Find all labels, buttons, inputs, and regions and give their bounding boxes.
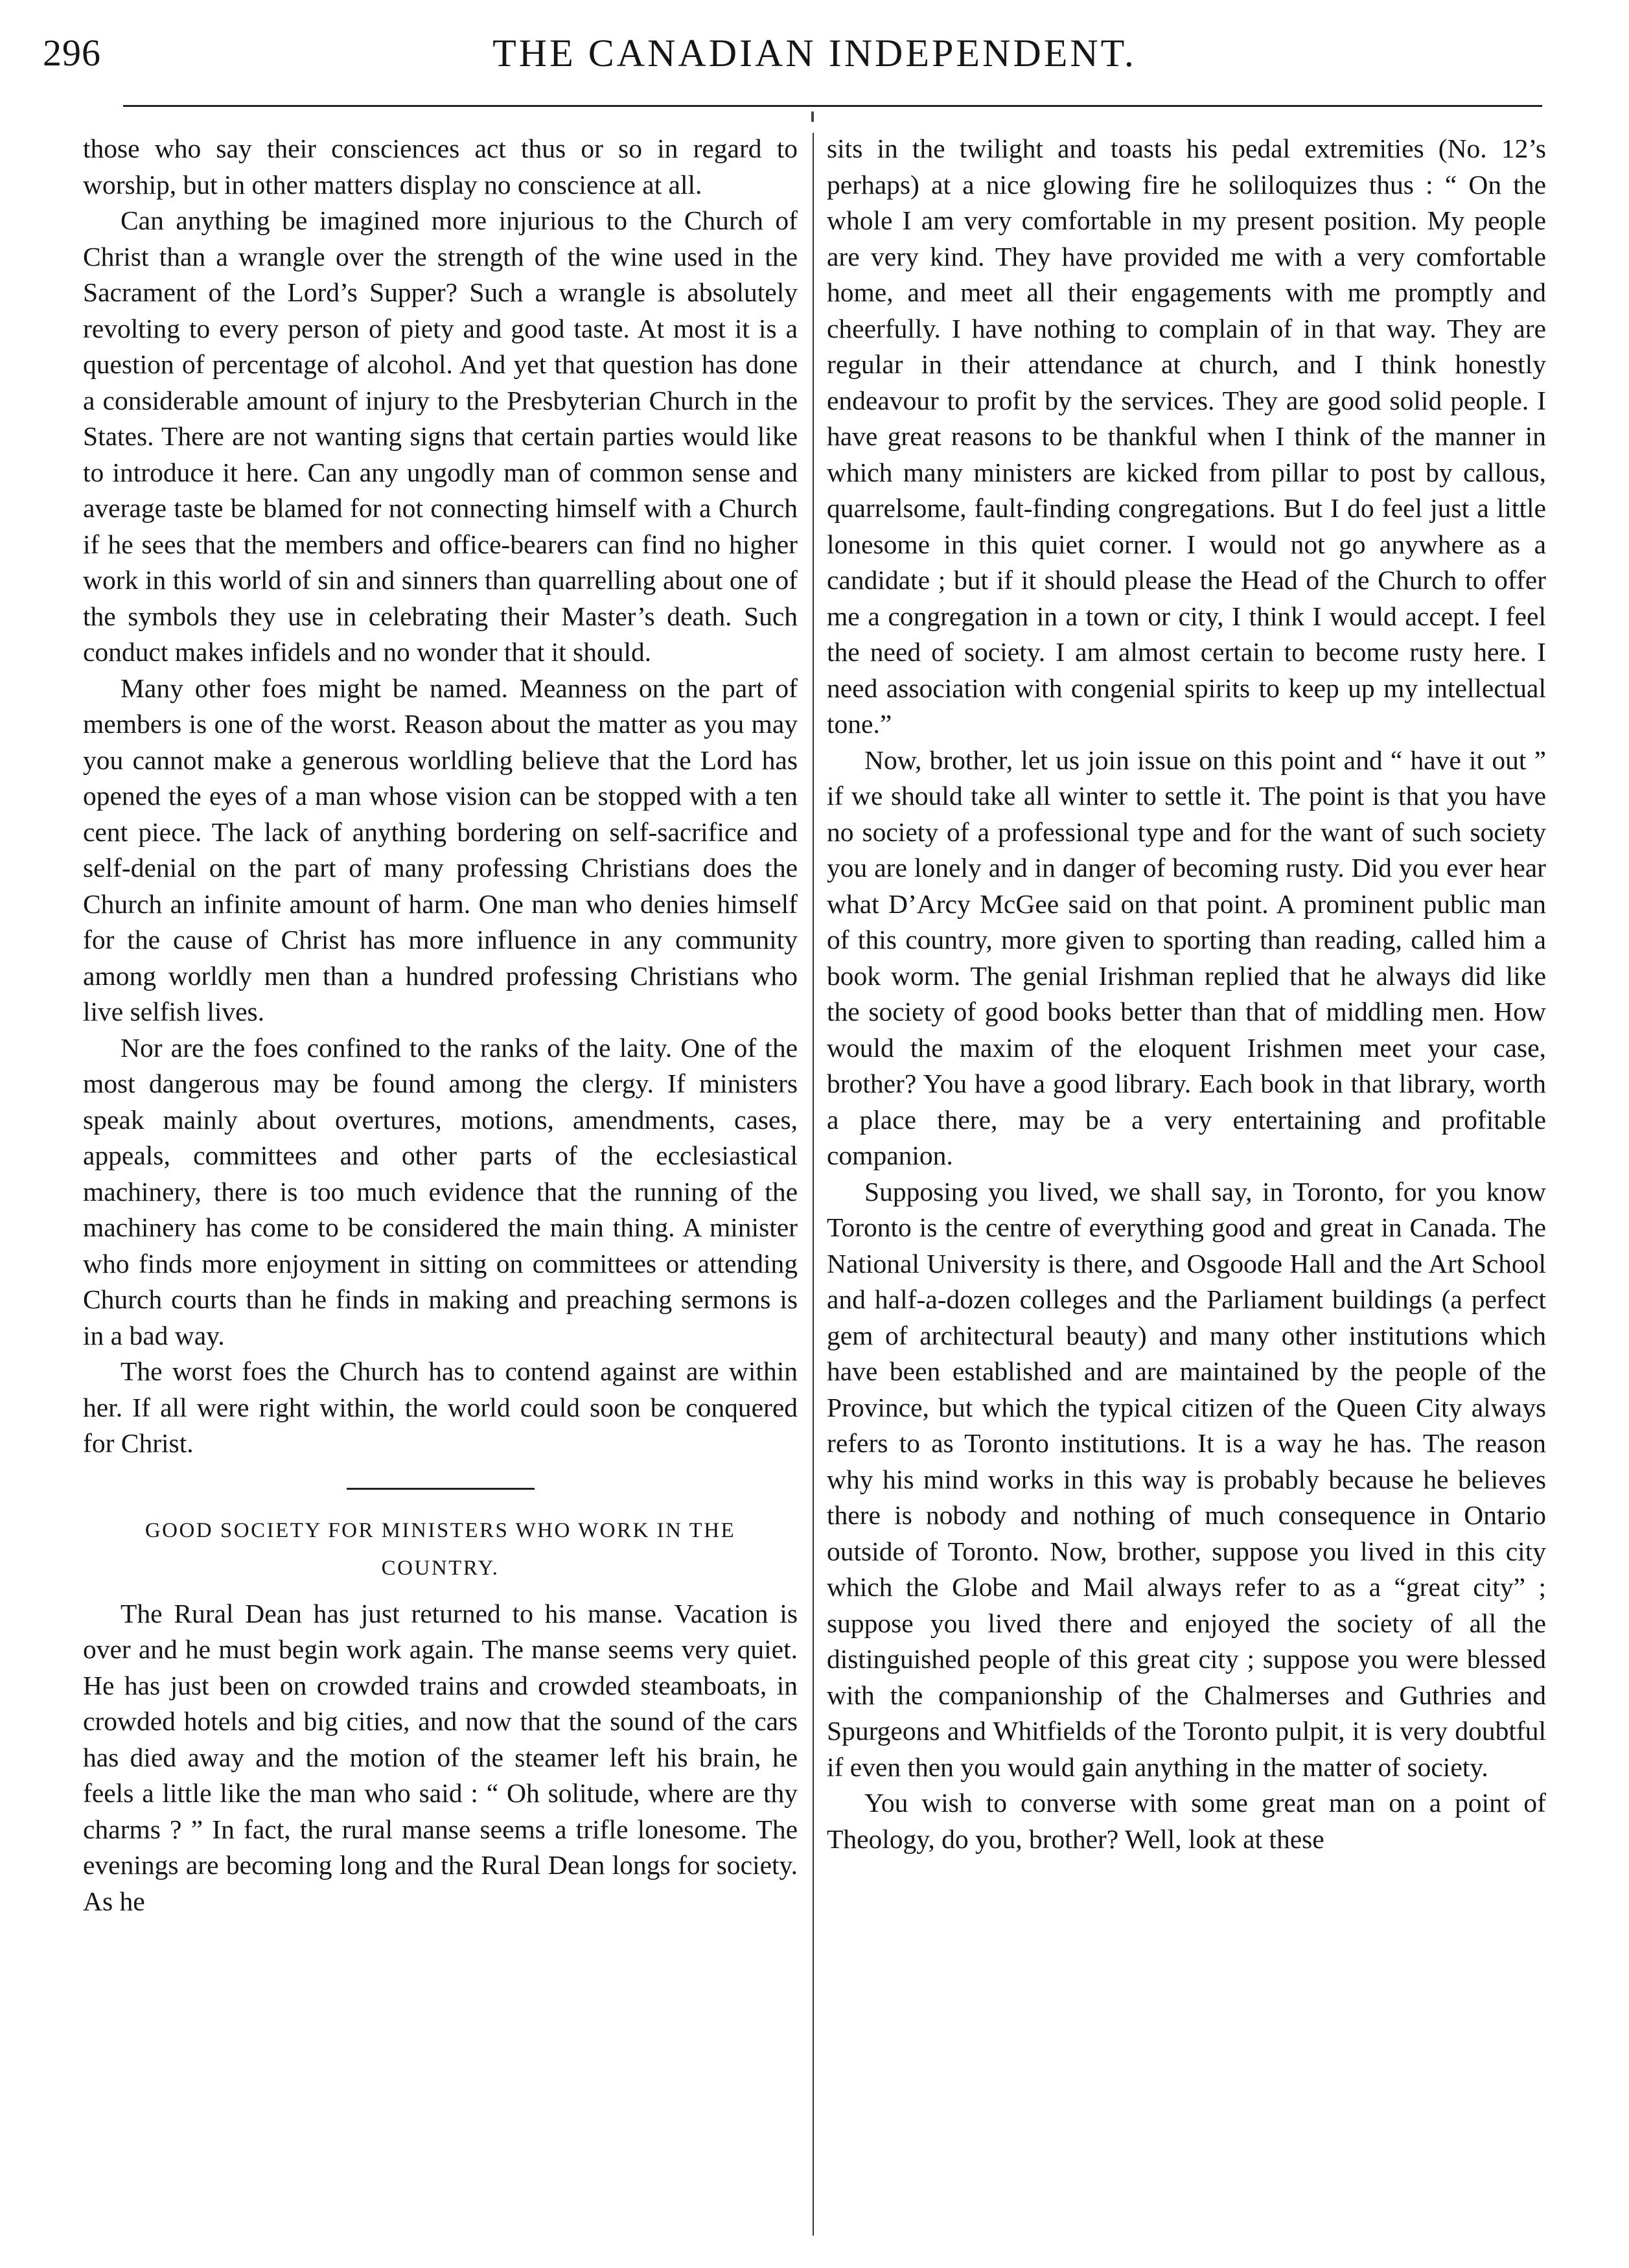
column-divider	[813, 133, 814, 2236]
page-header	[0, 22, 1629, 80]
paragraph: those who say their consciences act thus or so in regard to worship, but in other matters display no conscience at all.	[83, 133, 798, 200]
section-heading: GOOD SOCIETY FOR MINISTERS WHO WORK IN THE COUNTRY.	[144, 1518, 736, 1580]
running-title: THE CANADIAN INDEPENDENT.	[492, 32, 1137, 75]
paragraph: sits in the twilight and toasts his pedal extremities (No. 12’s perhaps) at a nice glowing fire he soliloquizes thus : “ On the whole I am very comfortable in my present position. My people are very kind. They have provided me with a very comfortable home, and meet all their engagements with me promptly and cheerfully. I have nothing to complain of in that way. They are regular in their attendance at church, and I think honestly endeavour to profit by the services. They are good solid people. I have great reasons to be thankful when I think of the manner in which many ministers are kicked from pillar to post by callous, quarrelsome, fault-finding congregations. But I do feel just a little lonesome in this quiet corner. I would not go anywhere as a candidate ; but if it should please the Head of the Church to offer me a congregation in a town or city, I think I would accept. I feel the need of society. I am almost certain to become rusty here. I need association with congenial spirits to keep up my intellectual tone.”	[827, 133, 1546, 739]
left-column	[83, 131, 798, 1919]
right-column	[827, 131, 1546, 1857]
paragraph: Nor are the foes confined to the ranks of the laity. One of the most dangerous may be found among the clergy. If ministers speak mainly about overtures, motions, amendments, cases, appeals, committees and other parts of the ecclesiastical machinery, there is too much evidence that the running of the machinery has come to be considered the main thing. A minister who finds more enjoyment in sitting on committees or attending Church courts than he finds in making and preaching sermons is in a bad way.	[83, 1032, 798, 1350]
paragraph: The Rural Dean has just returned to his manse. Vacation is over and he must begin work again. The manse seems very quiet. He has just been on crowded trains and crowded steamboats, in crowded hotels and big cities, and now that the sound of the cars has died away and the motion of the steamer left his brain, he feels a little like the man who said : “ Oh solitude, where are thy charms ? ” In fact, the rural manse seems a trifle lonesome. The evenings are becoming long and the Rural Dean longs for society. As he	[83, 1598, 798, 1916]
paragraph: Supposing you lived, we shall say, in Toronto, for you know Toronto is the centre of everything good and great in Canada. The National University is there, and Osgoode Hall and the Art School and half-a-dozen colleges and the Parliament buildings (a perfect gem of architectural beauty) and many other institutions which have been established and are maintained by the people of the Province, but which the typical citizen of the Queen City always refers to as Toronto institutions. It is a way he has. The reason why his mind works in this way is probably because he believes there is nobody and nothing of much consequence in Ontario outside of Toronto. Now, brother, suppose you lived in this city which the Globe and Mail always refer to as a “great city” ; suppose you lived there and enjoyed the society of all the distinguished people of this great city ; suppose you were blessed with the companionship of the Chalmerses and Guthries and Spurgeons and Whitfields of the Toronto pulpit, it is very doubtful if even then you would gain anything in the matter of society.	[827, 1176, 1546, 1782]
header-rule	[123, 105, 1542, 107]
section-rule	[347, 1488, 535, 1490]
paragraph: Now, brother, let us join issue on this point and “ have it out ” if we should take all winter to settle it. The point is that you have no society of a professional type and for the want of such society you are lonely and in danger of becoming rusty. Did you ever hear what D’Arcy McGee said on that point. A prominent public man of this country, more given to sporting than reading, called him a book worm. The genial Irishman replied that he always did like the society of good books better than that of middling men. How would the maxim of the eloquent Irishmen meet your case, brother? You have a good library. Each book in that library, worth a place there, may be a very entertaining and profitable companion.	[827, 745, 1546, 1170]
paragraph: Can anything be imagined more injurious to the Church of Christ than a wrangle over the strength of the wine used in the Sacrament of the Lord’s Supper? Such a wrangle is absolutely revolting to every person of piety and good taste. At most it is a question of percentage of alcohol. And yet that question has done a considerable amount of injury to the Presbyterian Church in the States. There are not wanting signs that certain parties would like to introduce it here. Can any ungodly man of common sense and average taste be blamed for not connecting himself with a Church if he sees that the members and office-bearers can find no higher work in this world of sin and sinners than quarrelling about one of the symbols they use in celebrating their Master’s death. Such conduct makes infidels and no wonder that it should.	[83, 205, 798, 667]
paragraph: The worst foes the Church has to contend against are within her. If all were right within, the world could soon be conquered for Christ.	[83, 1356, 798, 1458]
column-divider-mark	[811, 111, 814, 122]
page-number: 296	[43, 32, 101, 74]
paragraph: You wish to converse with some great man on a point of Theology, do you, brother? Well, look at these	[827, 1788, 1546, 1854]
paragraph: Many other foes might be named. Meanness on the part of members is one of the worst. Reason about the matter as you may you cannot make a generous worldling believe that the Lord has opened the eyes of a man whose vision can be stopped with a ten cent piece. The lack of anything bordering on self-sacrifice and self-denial on the part of many professing Christians does the Church an infinite amount of harm. One man who denies himself for the cause of Christ has more influence in any community among worldly men than a hundred professing Christians who live selfish lives.	[83, 673, 798, 1026]
